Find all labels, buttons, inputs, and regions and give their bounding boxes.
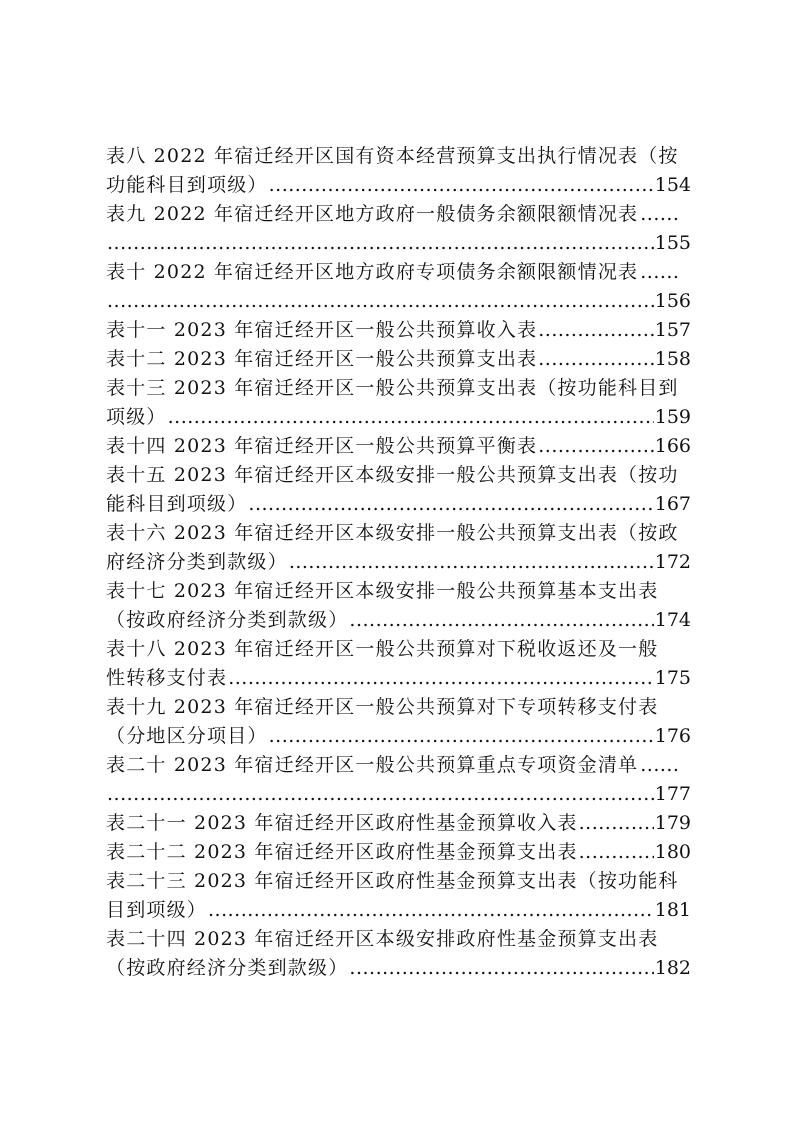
dot-leader [107,287,654,316]
page-number: 155 [654,232,691,254]
dot-leader [538,432,654,461]
page-number: 154 [654,174,691,196]
page-number: 181 [654,899,691,921]
toc-entry-title: 表十九 2023 年宿迁经开区一般公共预算对下专项转移支付表 [106,696,659,718]
toc-entry-line[interactable] [106,693,691,722]
toc-entry-title: 表八 2022 年宿迁经开区国有资本经营预算支出执行情况表（按 [106,145,679,167]
toc-entry-title: 表十三 2023 年宿迁经开区一般公共预算支出表（按功能科目到 [106,377,679,399]
toc-entry-title-cont: （按政府经济分类到款级） [106,609,349,631]
toc-entry-line[interactable] [106,577,691,606]
toc-entry-line[interactable] [106,258,691,287]
toc-entry-line[interactable] [106,664,691,693]
dot-leader [107,780,654,809]
toc-entry-title: 表十四 2023 年宿迁经开区一般公共预算平衡表 [106,435,538,457]
dot-leader [228,664,654,693]
toc-entry-title: 表二十一 2023 年宿迁经开区政府性基金预算收入表 [106,812,578,834]
toc-entry-line[interactable] [106,896,691,925]
toc-entry-line[interactable] [106,490,691,519]
page-number: 158 [654,348,691,370]
dot-leader [538,316,654,345]
dot-leader [269,722,654,751]
toc-entry-line[interactable] [106,200,691,229]
toc-entry-line[interactable] [106,316,691,345]
dot-leader: ...... [640,754,680,776]
toc-entry-line[interactable] [106,374,691,403]
dot-leader [269,171,654,200]
toc-entry-title: 表十八 2023 年宿迁经开区一般公共预算对下税收返还及一般 [106,638,659,660]
toc-entry-title-cont: 功能科目到项级） [106,174,268,196]
page-number: 180 [654,841,691,863]
page-number: 166 [654,435,691,457]
toc-entry-title-cont: 府经济分类到款级） [106,551,288,573]
page-number: 179 [654,812,691,834]
toc-entry-title-cont: （按政府经济分类到款级） [106,957,349,979]
toc-entry-title-cont: 项级） [106,406,167,428]
toc-entry-title-cont: 能科目到项级） [106,493,248,515]
page-number: 182 [654,957,691,979]
toc-entry-title: 表十二 2023 年宿迁经开区一般公共预算支出表 [106,348,538,370]
toc-entry-line[interactable] [106,432,691,461]
dot-leader: ...... [640,203,680,225]
toc-entry-title: 表十五 2023 年宿迁经开区本级安排一般公共预算支出表（按功 [106,464,679,486]
toc-entry-line[interactable] [106,925,691,954]
toc-entry-line[interactable] [106,954,691,983]
dot-leader [538,345,654,374]
toc-entry-line[interactable] [106,606,691,635]
page-number: 177 [654,783,691,805]
toc-entry-line[interactable] [106,838,691,867]
toc-entry-line[interactable] [106,229,691,258]
dot-leader [248,490,653,519]
toc-entry-title: 表二十 2023 年宿迁经开区一般公共预算重点专项资金清单 [106,754,639,776]
toc-entry-title: 表九 2022 年宿迁经开区地方政府一般债务余额限额情况表 [106,203,639,225]
page-number: 159 [654,406,691,428]
toc-entry-line[interactable] [106,461,691,490]
toc-entry-line[interactable] [106,287,691,316]
toc-entry-line[interactable] [106,345,691,374]
toc-entry-line[interactable] [106,867,691,896]
toc-entry-line[interactable] [106,519,691,548]
toc-entry-title: 表二十三 2023 年宿迁经开区政府性基金预算支出表（按功能科 [106,870,679,892]
toc-entry-line[interactable] [106,722,691,751]
dot-leader: ...... [640,261,680,283]
dot-leader [349,606,653,635]
toc-entry-title-cont: 性转移支付表 [106,667,228,689]
dot-leader [579,809,654,838]
dot-leader [349,954,653,983]
table-of-contents [106,142,691,983]
page-number: 175 [654,667,691,689]
toc-entry-line[interactable] [106,751,691,780]
toc-entry-line[interactable] [106,635,691,664]
toc-entry-title: 表十七 2023 年宿迁经开区本级安排一般公共预算基本支出表 [106,580,659,602]
toc-entry-title: 表十六 2023 年宿迁经开区本级安排一般公共预算支出表（按政 [106,522,679,544]
toc-entry-title: 表二十四 2023 年宿迁经开区本级安排政府性基金预算支出表 [106,928,659,950]
toc-entry-title: 表二十二 2023 年宿迁经开区政府性基金预算支出表 [106,841,578,863]
dot-leader [168,403,654,432]
page-number: 174 [654,609,691,631]
toc-entry-line[interactable] [106,142,691,171]
dot-leader [107,229,654,258]
dot-leader [208,896,654,925]
toc-entry-title-cont: 目到项级） [106,899,208,921]
page-number: 176 [654,725,691,747]
toc-entry-line[interactable] [106,780,691,809]
dot-leader [289,548,654,577]
page-number: 156 [654,290,691,312]
toc-entry-title-cont: （分地区分项目） [106,725,268,747]
toc-entry-line[interactable] [106,171,691,200]
page-number: 167 [654,493,691,515]
dot-leader [579,838,654,867]
toc-entry-title: 表十一 2023 年宿迁经开区一般公共预算收入表 [106,319,538,341]
page-number: 157 [654,319,691,341]
toc-entry-line[interactable] [106,548,691,577]
page-number: 172 [654,551,691,573]
toc-entry-line[interactable] [106,809,691,838]
toc-entry-title: 表十 2022 年宿迁经开区地方政府专项债务余额限额情况表 [106,261,639,283]
toc-entry-line[interactable] [106,403,691,432]
